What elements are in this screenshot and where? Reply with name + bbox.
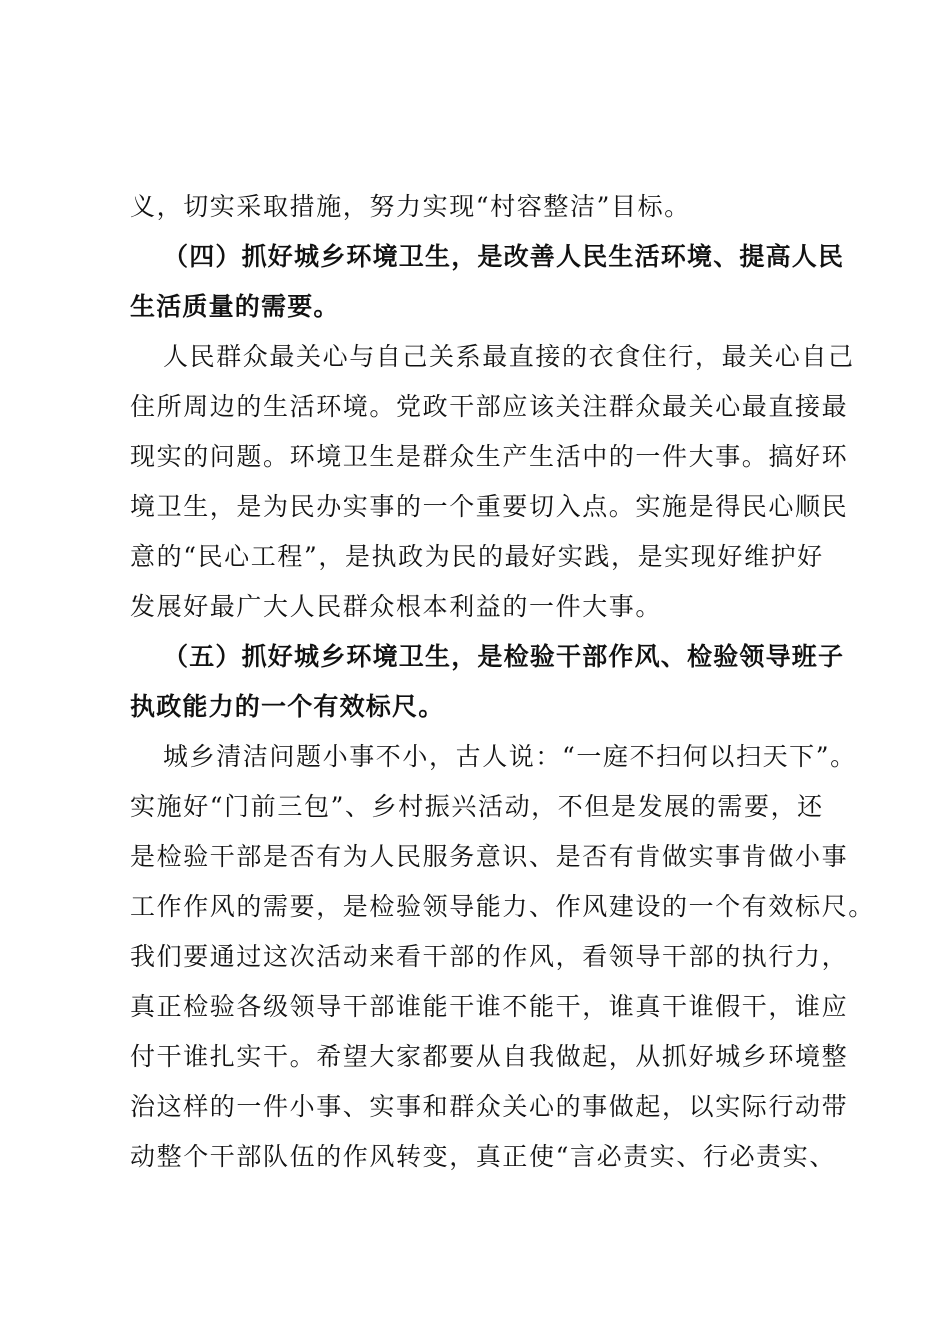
text-line: 实施好“门前三包”、乡村振兴活动，不但是发展的需要，还 — [130, 792, 824, 821]
text-line: 意的“民心工程”，是执政为民的最好实践，是实现好维护好 — [130, 542, 824, 571]
text-line: 我们要通过这次活动来看干部的作风，看领导干部的执行力， — [130, 942, 849, 971]
text-line: 动整个干部队伍的作风转变，真正使“言必责实、行必责实、 — [130, 1142, 836, 1171]
text-line: 是检验干部是否有为人民服务意识、是否有肯做实事肯做小事 — [130, 842, 849, 871]
text-line: 义，切实采取措施，努力实现“村容整洁”目标。 — [130, 192, 691, 221]
text-line: 住所周边的生活环境。党政干部应该关注群众最关心最直接最 — [130, 392, 849, 421]
section-heading-4: （四）抓好城乡环境卫生，是改善人民生活环境、提高人民 — [163, 242, 845, 271]
text-line: 人民群众最关心与自己关系最直接的衣食住行，最关心自己 — [163, 342, 855, 371]
text-line: 境卫生，是为民办实事的一个重要切入点。实施是得民心顺民 — [130, 492, 849, 521]
section-heading-5: （五）抓好城乡环境卫生，是检验干部作风、检验领导班子 — [163, 642, 845, 671]
text-line: 现实的问题。环境卫生是群众生产生活中的一件大事。搞好环 — [130, 442, 849, 471]
text-line: 发展好最广大人民群众根本利益的一件大事。 — [130, 592, 663, 621]
section-heading-5-cont: 执政能力的一个有效标尺。 — [130, 692, 445, 721]
text-line: 治这样的一件小事、实事和群众关心的事做起，以实际行动带 — [130, 1092, 849, 1121]
document-page — [130, 182, 875, 1182]
text-line: 工作作风的需要，是检验领导能力、作风建设的一个有效标尺。 — [130, 892, 875, 921]
section-heading-4-cont: 生活质量的需要。 — [130, 292, 340, 321]
text-line: 付干谁扎实干。希望大家都要从自我做起，从抓好城乡环境整 — [130, 1042, 849, 1071]
text-line: 真正检验各级领导干部谁能干谁不能干，谁真干谁假干，谁应 — [130, 992, 849, 1021]
text-line: 城乡清洁问题小事不小，古人说：“一庭不扫何以扫天下”。 — [163, 742, 857, 771]
